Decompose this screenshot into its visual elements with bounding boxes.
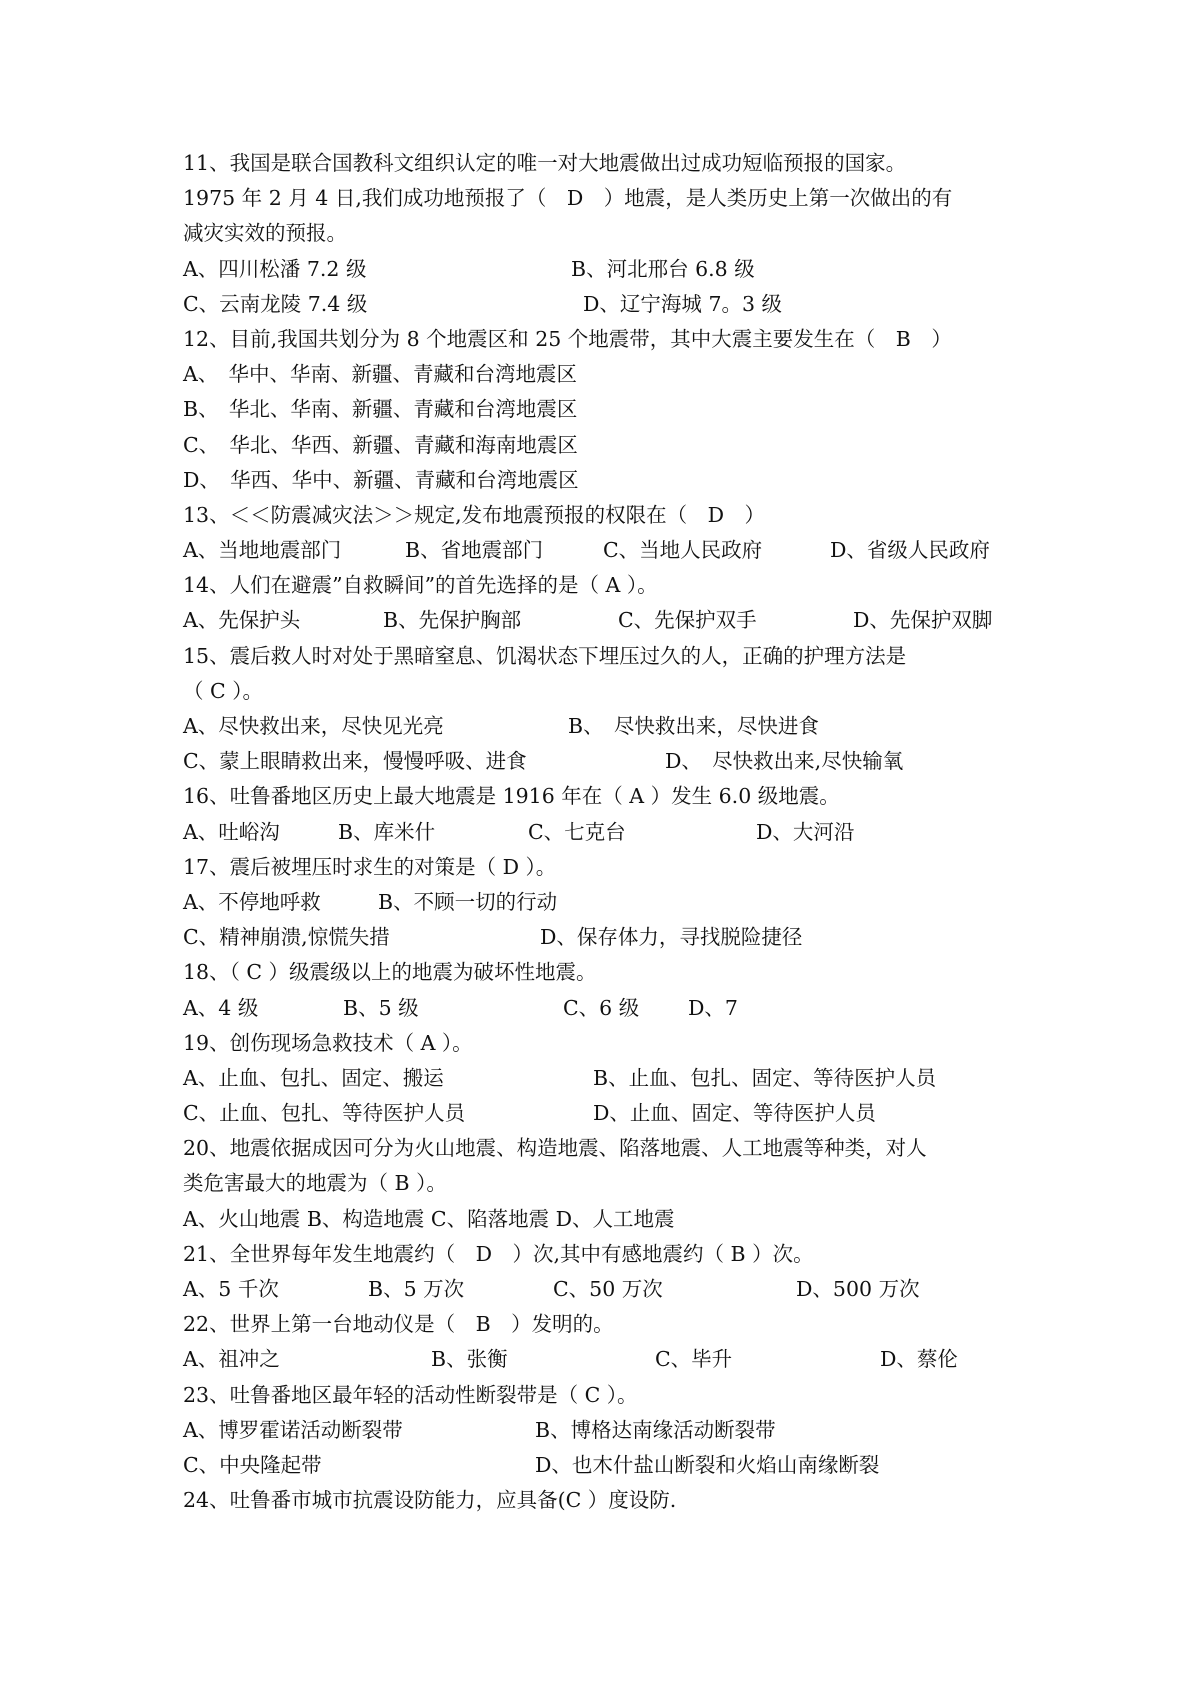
option-b: B、止血、包扎、固定、等待医护人员: [593, 1065, 937, 1090]
option-c: C、精神崩溃,惊慌失措: [183, 925, 390, 950]
question-text: 类危害最大的地震为（ B ）。: [183, 1171, 447, 1196]
option-row: [183, 392, 1043, 427]
option-d: D、止血、固定、等待医护人员: [593, 1101, 876, 1126]
question-text: 1975 年 2 月 4 日,我们成功地预报了（ D ）地震，是人类历史上第一次做出的有: [183, 186, 953, 211]
option-c: C、止血、包扎、等待医护人员: [183, 1101, 466, 1126]
question-text: 13、＜＜防震减灾法＞＞规定,发布地震预报的权限在（ D ）: [183, 502, 766, 527]
option-b: B、河北邢台 6.8 级: [571, 256, 755, 281]
option-d: D、 华西、华中、新疆、青藏和台湾地震区: [183, 467, 579, 492]
option-c: C、中央隆起带: [183, 1452, 322, 1477]
option-c: C、50 万次: [553, 1277, 663, 1301]
option-row: [183, 357, 1043, 392]
option-row: [183, 1413, 1043, 1448]
option-a: A、祖冲之: [183, 1347, 280, 1372]
question-text: 19、创伤现场急救技术（ A ）。: [183, 1030, 473, 1055]
option-a: A、吐峪沟: [183, 819, 280, 844]
option-row: [183, 885, 1043, 920]
option-row: [183, 287, 1043, 322]
option-a: A、先保护头: [183, 608, 301, 633]
option-d: D、500 万次: [796, 1277, 920, 1301]
option-b: B、库米什: [338, 819, 436, 844]
option-row: [183, 603, 1043, 638]
option-row: [183, 1061, 1043, 1096]
option-a: A、尽快救出来，尽快见光亮: [183, 714, 444, 738]
question-text: 15、震后救人时对处于黑暗窒息、饥渴状态下埋压过久的人，正确的护理方法是: [183, 643, 907, 668]
option-row: [183, 991, 1043, 1026]
option-c: C、6 级: [563, 995, 640, 1020]
option-c: C、毕升: [655, 1347, 733, 1372]
option-b: B、 尽快救出来，尽快进食: [568, 714, 819, 738]
question-text: 18、（ C ）级震级以上的地震为破坏性地震。: [183, 960, 597, 985]
option-c: C、 华北、华西、新疆、青藏和海南地震区: [183, 432, 578, 457]
option-c: C、云南龙陵 7.4 级: [183, 291, 368, 316]
question-text: 减灾实效的预报。: [183, 221, 347, 246]
option-row: [183, 1202, 1043, 1237]
question-text: 20、地震依据成因可分为火山地震、构造地震、陷落地震、人工地震等种类，对人: [183, 1136, 927, 1161]
option-row: [183, 463, 1043, 498]
option-row: [183, 533, 1043, 568]
option-b: B、省地震部门: [405, 538, 544, 563]
question-list: [183, 146, 1043, 1518]
option-b: B、先保护胸部: [383, 608, 522, 633]
option-a: A、当地地震部门: [183, 538, 342, 563]
option-b: B、博格达南缘活动断裂带: [535, 1417, 776, 1442]
option-b: B、不顾一切的行动: [378, 889, 558, 914]
option-c: C、蒙上眼睛救出来，慢慢呼吸、进食: [183, 749, 527, 774]
option-a: A、5 千次: [183, 1277, 279, 1301]
option-d: D、大河沿: [756, 819, 855, 844]
option-c: C、七克台: [528, 819, 626, 844]
option-row: [183, 744, 1043, 779]
option-a: A、博罗霍诺活动断裂带: [183, 1417, 403, 1442]
question-text: 16、吐鲁番地区历史上最大地震是 1916 年在（ A ）发生 6.0 级地震。: [183, 784, 840, 809]
question-text: 14、人们在避震”自救瞬间”的首先选择的是（ A ）。: [183, 573, 658, 598]
option-d: D、保存体力，寻找脱险捷径: [540, 925, 803, 950]
question-text: 12、目前,我国共划分为 8 个地震区和 25 个地震带，其中大震主要发生在（ B ）: [183, 326, 952, 351]
option-d: D、也木什盐山断裂和火焰山南缘断裂: [535, 1452, 880, 1477]
option-c: C、先保护双手: [618, 608, 757, 633]
option-row: [183, 1272, 1043, 1307]
option-row: [183, 1448, 1043, 1483]
option-d: D、辽宁海城 7。3 级: [583, 291, 783, 316]
option-list: A、火山地震 B、构造地震 C、陷落地震 D、人工地震: [183, 1206, 675, 1231]
option-a: A、 华中、华南、新疆、青藏和台湾地震区: [183, 362, 578, 387]
question-text: 22、世界上第一台地动仪是（ B ）发明的。: [183, 1312, 614, 1337]
option-d: D、省级人民政府: [830, 538, 990, 563]
question-text: 11、我国是联合国教科文组织认定的唯一对大地震做出过成功短临预报的国家。: [183, 151, 907, 175]
option-row: [183, 1342, 1043, 1377]
option-row: [183, 252, 1043, 287]
question-text: 21、全世界每年发生地震约（ D ）次,其中有感地震约（ B ）次。: [183, 1241, 814, 1266]
option-row: [183, 815, 1043, 850]
option-b: B、 华北、华南、新疆、青藏和台湾地震区: [183, 397, 578, 422]
question-text: 17、震后被埋压时求生的对策是（ D ）。: [183, 854, 557, 879]
option-a: A、4 级: [183, 995, 259, 1020]
option-b: B、5 万次: [368, 1277, 465, 1301]
question-text: （ C ）。: [183, 678, 263, 703]
option-c: C、当地人民政府: [603, 538, 763, 563]
option-row: [183, 1096, 1043, 1131]
option-d: D、 尽快救出来,尽快输氧: [665, 749, 904, 774]
option-row: [183, 920, 1043, 955]
question-text: 24、吐鲁番市城市抗震设防能力，应具备(C ）度设防.: [183, 1488, 677, 1513]
option-a: A、四川松潘 7.2 级: [183, 256, 367, 281]
option-d: D、先保护双脚: [853, 608, 993, 633]
option-b: B、张衡: [431, 1347, 508, 1372]
option-row: [183, 428, 1043, 463]
question-text: 23、吐鲁番地区最年轻的活动性断裂带是（ C ）。: [183, 1382, 638, 1407]
option-row: [183, 709, 1043, 744]
option-d: D、蔡伦: [880, 1347, 958, 1372]
option-b: B、5 级: [343, 995, 419, 1020]
option-d: D、7: [688, 995, 738, 1020]
option-a: A、不停地呼救: [183, 889, 321, 914]
option-a: A、止血、包扎、固定、搬运: [183, 1065, 444, 1090]
